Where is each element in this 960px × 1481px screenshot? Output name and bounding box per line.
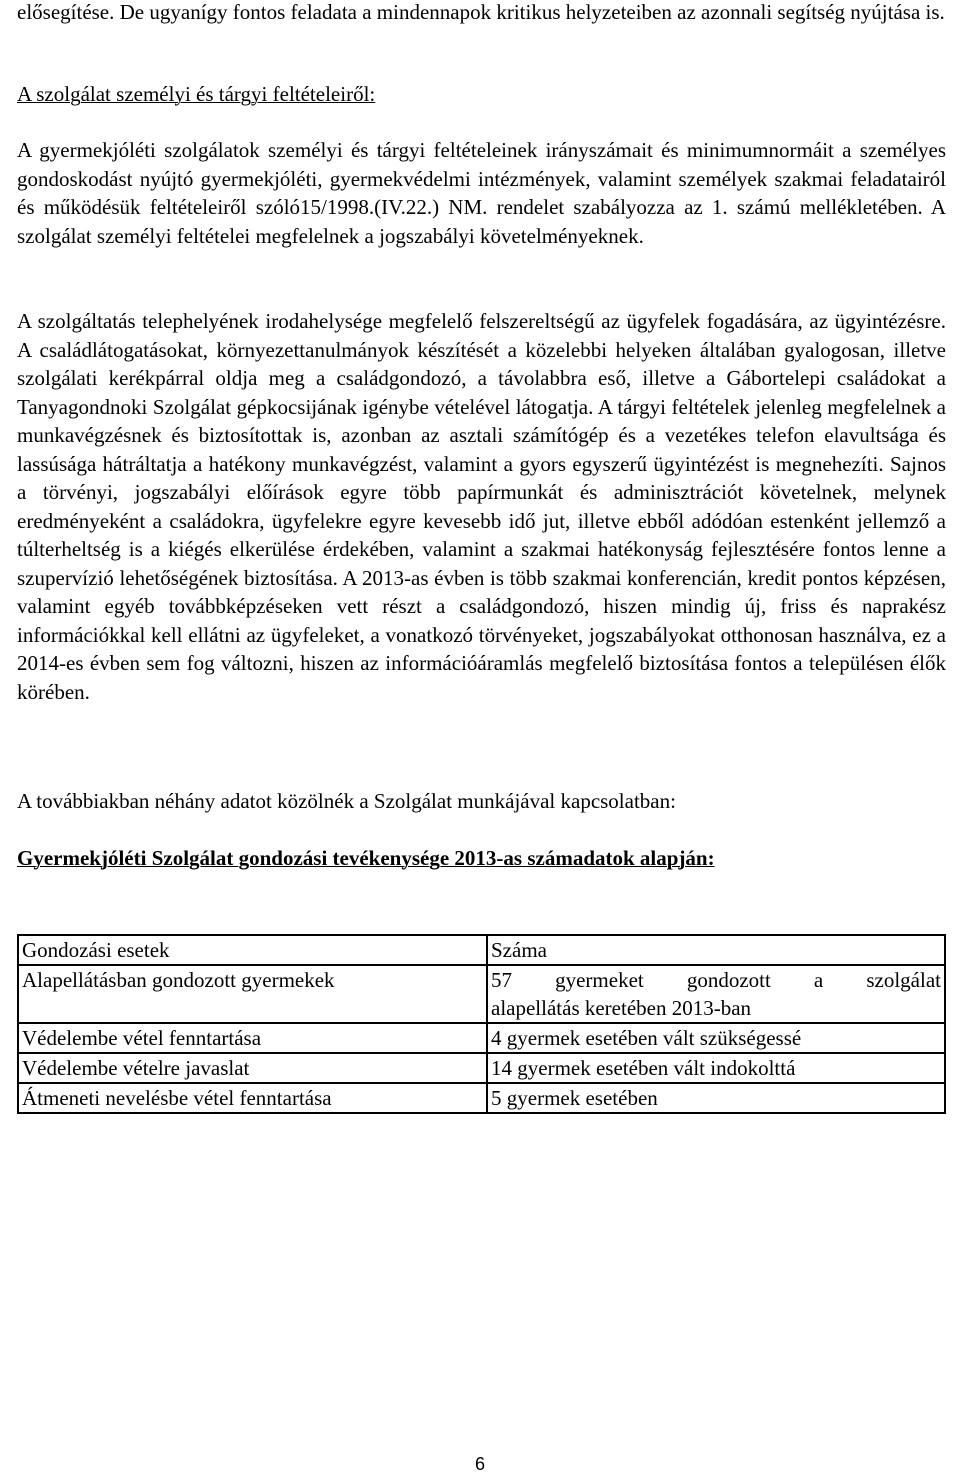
table-header-cell: Gondozási esetek: [18, 935, 487, 965]
table-cell-label: Átmeneti nevelésbe vétel fenntartása: [18, 1083, 487, 1113]
table-cell-value: 4 gyermek esetében vált szükségessé: [487, 1023, 945, 1053]
intro-tail-paragraph: elősegítése. De ugyanígy fontos feladata a mindennapok kritikus helyzeteiben az azonnali segítség nyújtása is.: [17, 0, 945, 24]
page-number: 6: [474, 1454, 485, 1474]
data-intro-paragraph: A továbbiakban néhány adatot közölnék a Szolgálat munkájával kapcsolatban:: [17, 789, 676, 813]
table-row: [18, 1053, 945, 1083]
table-cell-value: 14 gyermek esetében vált indokolttá: [487, 1053, 945, 1083]
table-heading: Gyermekjóléti Szolgálat gondozási tevékenysége 2013-as számadatok alapján:: [17, 846, 715, 870]
care-statistics-table: [17, 934, 946, 1114]
table-cell-label: Alapellátásban gondozott gyermekek: [18, 965, 487, 1023]
table-cell-label: Védelembe vétel fenntartása: [18, 1023, 487, 1053]
table-row: [18, 1083, 945, 1113]
table-cell-value: [487, 965, 945, 1023]
table-cell-label: Védelembe vételre javaslat: [18, 1053, 487, 1083]
conditions-heading: A szolgálat személyi és tárgyi feltételeiről:: [17, 82, 376, 106]
table-cell-value-line: 57 gyermeket gondozott a szolgálat: [491, 968, 941, 992]
table-row: [18, 1023, 945, 1053]
table-cell-value-line: alapellátás keretében 2013-ban: [491, 996, 752, 1020]
table-header-cell: Száma: [487, 935, 945, 965]
regulation-paragraph: A gyermekjóléti szolgálatok személyi és tárgyi feltételeinek irányszámait és minimumnormáit a személyes gondoskodást nyújtó gyermekjóléti, gyermekvédelmi intézmények, valamint személyek szakmai feladatairól és működésük feltételeiről szóló15/1998.(IV.22.) NM. rendelet szabályozza az 1. számú mellékletében. A szolgálat személyi feltételei megfelelnek a jogszabályi követelményeknek.: [17, 138, 946, 248]
table-header-row: [18, 935, 945, 965]
table-row: [18, 965, 945, 1023]
table-cell-value: 5 gyermek esetében: [487, 1083, 945, 1113]
office-conditions-paragraph: A szolgáltatás telephelyének irodahelysége megfelelő felszereltségű az ügyfelek fogadására, az ügyintézésre. A családlátogatásokat, környezettanulmányok készítését a közelebbi helyeken általában gyalogosan, illetve szolgálati kerékpárral oldja meg a családgondozó, a távolabbra eső, illetve a Gábortelepi családokat a Tanyagondnoki Szolgálat gépkocsijának igénybe vételével látogatja. A tárgyi feltételek jelenleg megfelelnek a munkavégzésnek és biztosítottak is, azonban az asztali számítógép és a vezetékes telefon elavultsága és lassúsága hátráltatja a hatékony munkavégzést, valamint a gyors egyszerű ügyintézést is megnehezíti. Sajnos a törvényi, jogszabályi előírások egyre több papírmunkát és adminisztrációt követelnek, melynek eredményeként a családokra, ügyfelekre egyre kevesebb idő jut, illetve ebből adódóan estenként jellemző a túlterheltség is a kiégés elkerülése érdekében, valamint a szakmai hatékonyság fejlesztésére fontos lenne a szupervízió lehetőségének biztosítása. A 2013-as évben is több szakmai konferencián, kredit pontos képzésen, valamint egyéb továbbképzéseken vett részt a családgondozó, hiszen mindig új, friss és naprakész információkkal kell ellátni az ügyfeleket, a vonatkozó törvényeket, jogszabályokat otthonosan használva, ez a 2014-es évben sem fog változni, hiszen az információáramlás megfelelő biztosítása fontos a településen élők körében.: [17, 309, 946, 704]
